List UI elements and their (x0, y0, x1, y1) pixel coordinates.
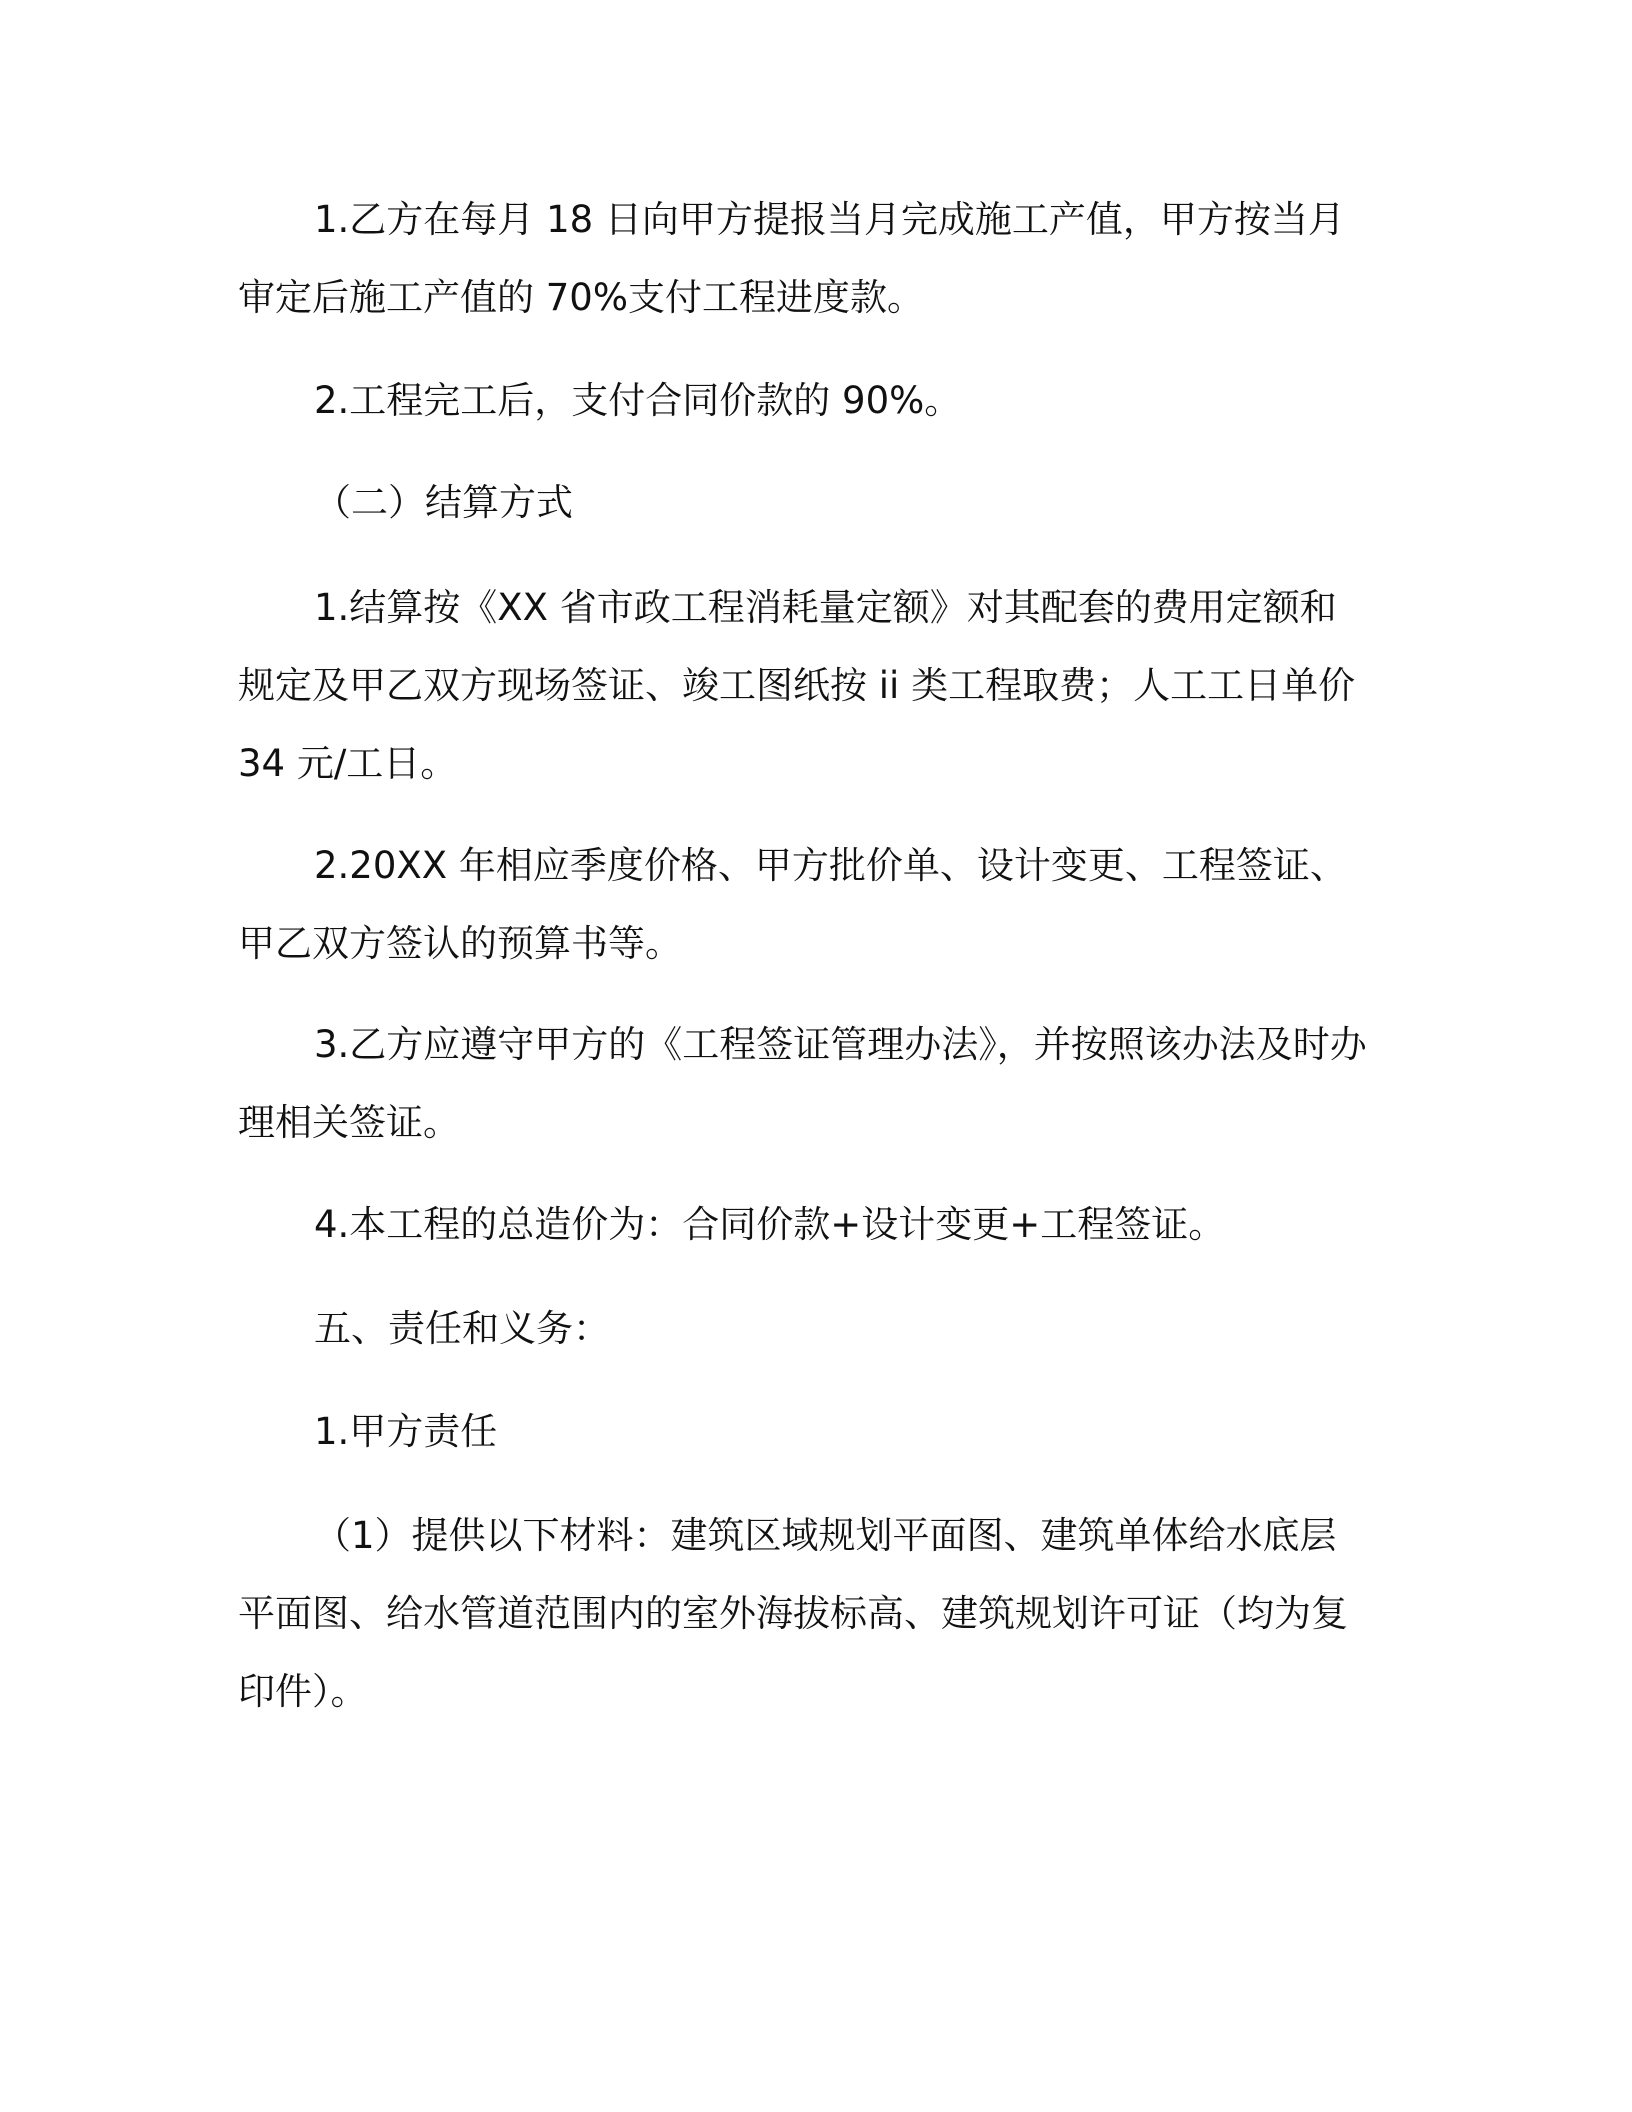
paragraph-provided-materials: （1）提供以下材料：建筑区域规划平面图、建筑单体给水底层平面图、给水管道范围内的室外海拔标高、建筑规划许可证（均为复印件）。 (238, 1514, 1348, 1713)
section-heading-settlement: （二）结算方式 (314, 481, 573, 524)
section-heading-responsibilities: 五、责任和义务： (314, 1307, 610, 1350)
paragraph-total-cost: 4.本工程的总造价为：合同价款+设计变更+工程签证。 (314, 1203, 1226, 1246)
paragraph-completion-payment: 2.工程完工后，支付合同价款的 90%。 (314, 379, 962, 422)
paragraph-settlement-documents: 2.20XX 年相应季度价格、甲方批价单、设计变更、工程签证、甲乙双方签认的预算书等。 (238, 844, 1347, 965)
paragraph-settlement-basis: 1.结算按《XX 省市政工程消耗量定额》对其配套的费用定额和规定及甲乙双方现场签证、竣工图纸按 ii 类工程取费；人工工日单价 34 元/工日。 (238, 586, 1356, 785)
subsection-heading-party-a: 1.甲方责任 (314, 1410, 498, 1453)
paragraph-progress-payment: 1.乙方在每月 18 日向甲方提报当月完成施工产值，甲方按当月审定后施工产值的 70%支付工程进度款。 (238, 198, 1345, 319)
paragraph-visa-management: 3.乙方应遵守甲方的《工程签证管理办法》，并按照该办法及时办理相关签证。 (238, 1023, 1367, 1144)
